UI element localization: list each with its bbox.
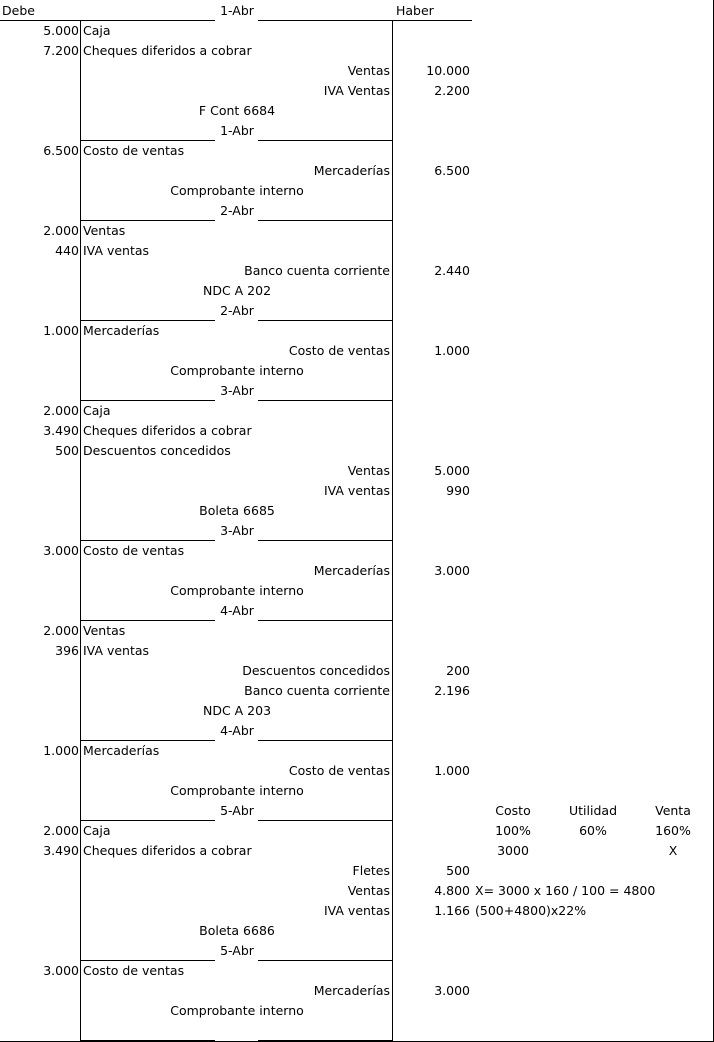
entry-date: 4-Abr <box>220 723 254 738</box>
entry-date: 1-Abr <box>220 123 254 138</box>
entry-document: Comprobante interno <box>170 363 304 378</box>
left-vertical-line <box>80 21 81 1041</box>
calc-header: Venta <box>655 803 691 818</box>
debit-amount: 500 <box>55 443 79 458</box>
credit-account: Fletes <box>352 863 390 878</box>
calc-percent: 100% <box>495 823 531 838</box>
calc-percent: 160% <box>655 823 691 838</box>
credit-account: IVA ventas <box>323 903 390 918</box>
credit-account: Ventas <box>347 63 390 78</box>
credit-amount: 3.000 <box>434 983 470 998</box>
entry-separator-left <box>80 1040 215 1041</box>
entry-separator-right <box>258 1040 393 1041</box>
debit-account: IVA ventas <box>83 243 150 258</box>
credit-amount: 10.000 <box>426 63 470 78</box>
debit-account: Caja <box>83 403 111 418</box>
calc-percent: 60% <box>579 823 607 838</box>
entry-separator-right <box>258 960 393 961</box>
credit-account: Ventas <box>347 883 390 898</box>
debit-amount: 3.000 <box>43 543 79 558</box>
credit-amount: 6.500 <box>434 163 470 178</box>
calc-value: X <box>668 843 678 858</box>
credit-amount: 2.196 <box>434 683 470 698</box>
entry-separator-right <box>258 740 393 741</box>
entry-document: F Cont 6684 <box>198 103 276 118</box>
debit-amount: 1.000 <box>43 743 79 758</box>
credit-amount: 5.000 <box>434 463 470 478</box>
credit-amount: 4.800 <box>434 883 470 898</box>
debit-account: IVA ventas <box>83 643 150 658</box>
debit-account: Cheques diferidos a cobrar <box>83 423 252 438</box>
debit-account: Costo de ventas <box>83 963 185 978</box>
calc-value: 3000 <box>497 843 529 858</box>
entry-date: 5-Abr <box>220 803 254 818</box>
entry-date: 5-Abr <box>220 943 254 958</box>
debit-amount: 6.500 <box>43 143 79 158</box>
debit-amount: 3.490 <box>43 423 79 438</box>
debit-account: Caja <box>83 823 111 838</box>
entry-separator-right <box>258 140 393 141</box>
header-debe: Debe <box>2 3 35 18</box>
debit-amount: 2.000 <box>43 623 79 638</box>
entry-document: Comprobante interno <box>170 183 304 198</box>
debit-amount: 7.200 <box>43 43 79 58</box>
debit-amount: 2.000 <box>43 223 79 238</box>
entry-separator-right <box>258 220 393 221</box>
credit-amount: 2.200 <box>434 83 470 98</box>
calc-header: Costo <box>495 803 531 818</box>
header-haber: Haber <box>396 3 434 18</box>
credit-account: Banco cuenta corriente <box>244 263 390 278</box>
entry-date: 3-Abr <box>220 383 254 398</box>
credit-account: Ventas <box>347 463 390 478</box>
entry-date: 4-Abr <box>220 603 254 618</box>
credit-amount: 200 <box>446 663 470 678</box>
credit-account: Mercaderías <box>313 163 390 178</box>
credit-amount: 500 <box>446 863 470 878</box>
entry-document: NDC A 203 <box>202 703 272 718</box>
debit-amount: 3.490 <box>43 843 79 858</box>
entry-date: 3-Abr <box>220 523 254 538</box>
calc-formula-sales: X= 3000 x 160 / 100 = 4800 <box>475 883 656 898</box>
credit-account: Mercaderías <box>313 983 390 998</box>
calc-header: Utilidad <box>569 803 617 818</box>
debit-account: Ventas <box>83 623 126 638</box>
credit-amount: 1.000 <box>434 763 470 778</box>
credit-account: Descuentos concedidos <box>242 663 390 678</box>
debit-account: Descuentos concedidos <box>83 443 231 458</box>
debit-amount: 440 <box>55 243 79 258</box>
credit-account: IVA ventas <box>323 483 390 498</box>
entry-separator-right <box>258 540 393 541</box>
entry-date: 2-Abr <box>220 303 254 318</box>
entry-document: Boleta 6685 <box>199 503 275 518</box>
debit-account: Costo de ventas <box>83 543 185 558</box>
debit-amount: 5.000 <box>43 23 79 38</box>
debit-amount: 2.000 <box>43 823 79 838</box>
debit-account: Mercaderías <box>83 323 160 338</box>
credit-amount: 3.000 <box>434 563 470 578</box>
debit-account: Caja <box>83 23 111 38</box>
entry-document: Boleta 6686 <box>199 923 275 938</box>
credit-account: Costo de ventas <box>288 343 390 358</box>
entry-date: 2-Abr <box>220 203 254 218</box>
debit-amount: 396 <box>55 643 79 658</box>
entry-separator-right <box>258 320 393 321</box>
debit-account: Mercaderías <box>83 743 160 758</box>
credit-amount: 1.000 <box>434 343 470 358</box>
entry-separator-right <box>258 620 393 621</box>
credit-account: IVA Ventas <box>323 83 390 98</box>
entry-document: Comprobante interno <box>170 583 304 598</box>
entry-document: Comprobante interno <box>170 1003 304 1018</box>
debit-account: Costo de ventas <box>83 143 185 158</box>
credit-amount: 990 <box>446 483 470 498</box>
debit-account: Ventas <box>83 223 126 238</box>
credit-account: Banco cuenta corriente <box>244 683 390 698</box>
debit-account: Cheques diferidos a cobrar <box>83 843 252 858</box>
entry-separator-right <box>258 400 393 401</box>
debit-amount: 1.000 <box>43 323 79 338</box>
debit-amount: 2.000 <box>43 403 79 418</box>
credit-amount: 1.166 <box>434 903 470 918</box>
debit-account: Cheques diferidos a cobrar <box>83 43 252 58</box>
header-underline-right <box>258 20 472 21</box>
entry-document: Comprobante interno <box>170 783 304 798</box>
header-date: 1-Abr <box>220 3 254 18</box>
credit-amount: 2.440 <box>434 263 470 278</box>
debit-amount: 3.000 <box>43 963 79 978</box>
credit-account: Costo de ventas <box>288 763 390 778</box>
credit-account: Mercaderías <box>313 563 390 578</box>
entry-document: NDC A 202 <box>202 283 272 298</box>
calc-formula-iva: (500+4800)x22% <box>475 903 587 918</box>
